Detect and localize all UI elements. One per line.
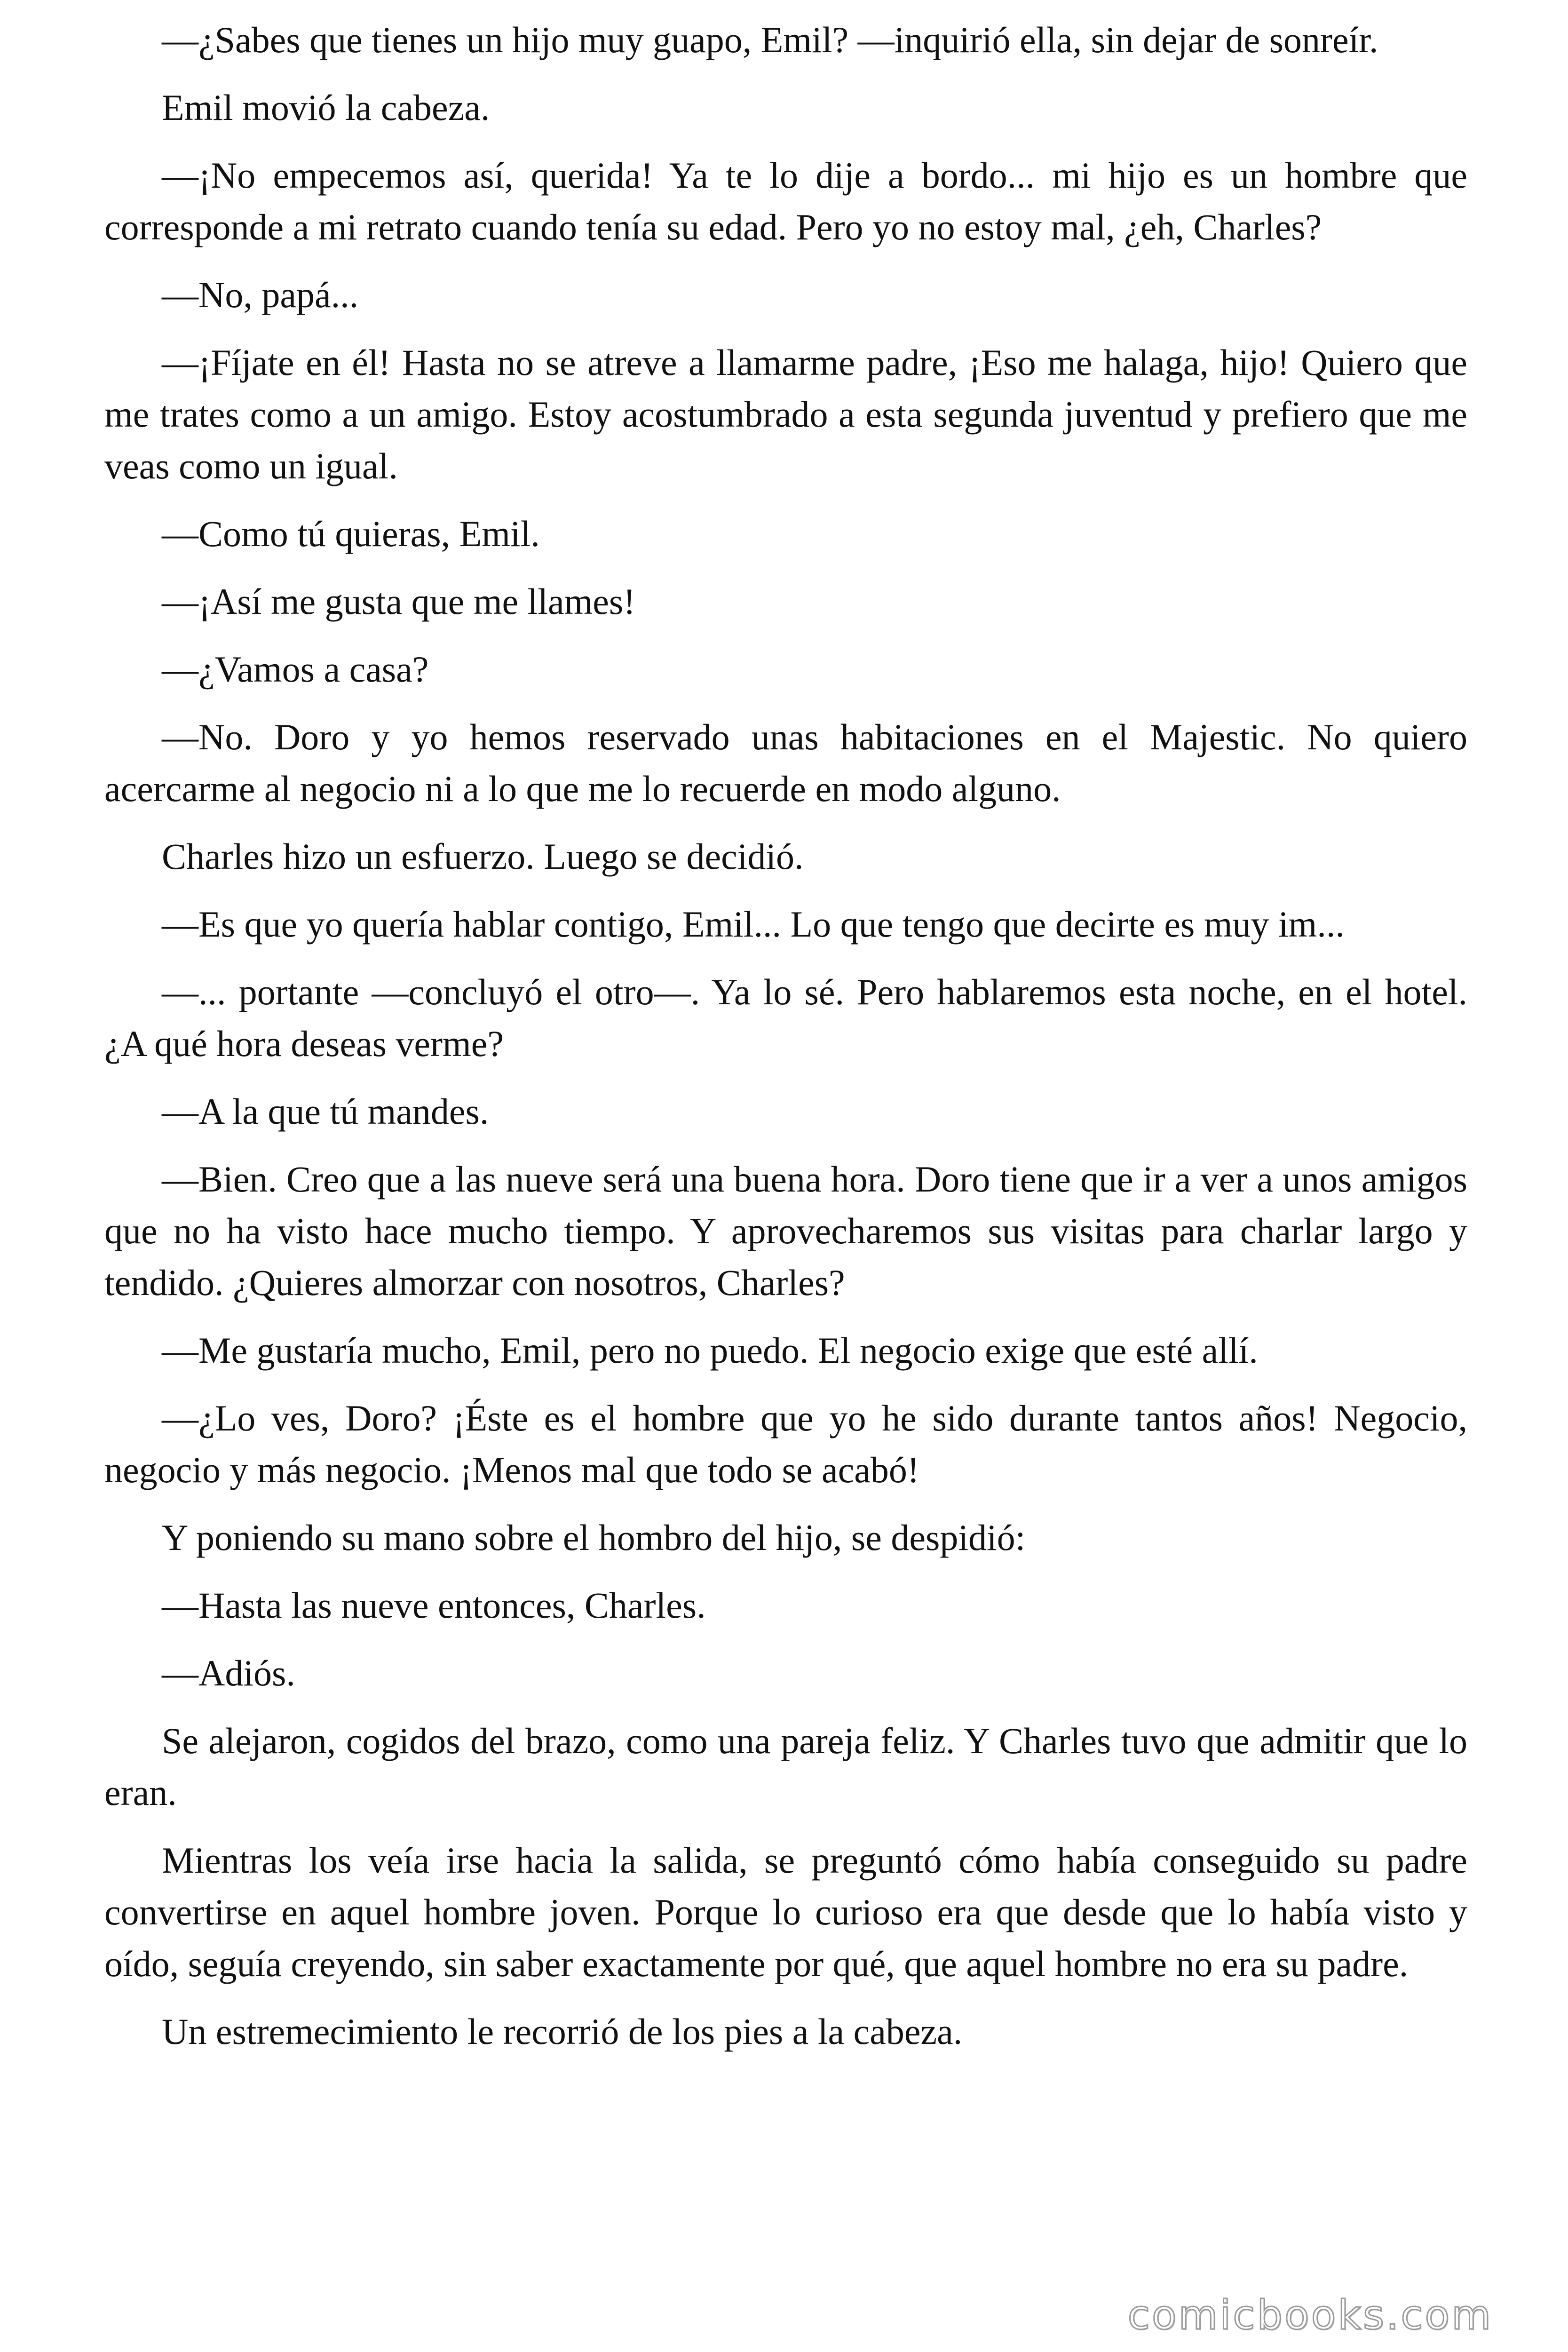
paragraph: Se alejaron, cogidos del brazo, como una pareja feliz. Y Charles tuvo que admitir que lo eran. — [104, 1720, 1467, 1813]
paragraph: —No. Doro y yo hemos reservado unas habitaciones en el Majestic. No quiero acercarme al negocio ni a lo que me lo recuerde en modo alguno. — [104, 716, 1467, 809]
paragraph: —¡No empecemos así, querida! Ya te lo dije a bordo... mi hijo es un hombre que corresponde a mi retrato cuando tenía su edad. Pero yo no estoy mal, ¿eh, Charles? — [104, 155, 1467, 247]
watermark-text: comicbooks.com — [1127, 2292, 1493, 2339]
paragraph: —¿Sabes que tienes un hijo muy guapo, Emil? —inquirió ella, sin dejar de sonreír. — [162, 19, 1378, 60]
paragraph: —Adiós. — [162, 1653, 295, 1693]
paragraph: —No, papá... — [162, 274, 359, 315]
paragraph: —¡Fíjate en él! Hasta no se atreve a llamarme padre, ¡Eso me halaga, hijo! Quiero que me trates como a un amigo. Estoy acostumbrado a esta segunda juventud y prefiero que me veas como un igual. — [104, 342, 1467, 486]
paragraph: —¿Lo ves, Doro? ¡Éste es el hombre que yo he sido durante tantos años! Negocio, negocio y más negocio. ¡Menos mal que todo se acabó! — [104, 1398, 1467, 1490]
paragraph: Charles hizo un esfuerzo. Luego se decidió. — [162, 836, 804, 877]
paragraph: —Es que yo quería hablar contigo, Emil... Lo que tengo que decirte es muy im... — [162, 904, 1345, 945]
paragraph: Un estremecimiento le recorrió de los pies a la cabeza. — [162, 2011, 963, 2052]
paragraph: —... portante —concluyó el otro—. Ya lo sé. Pero hablaremos esta noche, en el hotel. ¿A qué hora deseas verme? — [104, 971, 1467, 1064]
paragraph: —Hasta las nueve entonces, Charles. — [162, 1585, 706, 1626]
paragraph: —Me gustaría mucho, Emil, pero no puedo. El negocio exige que esté allí. — [162, 1330, 1258, 1371]
paragraph: —A la que tú mandes. — [162, 1091, 489, 1132]
paragraph: —Bien. Creo que a las nueve será una buena hora. Doro tiene que ir a ver a unos amigos que no ha visto hace mucho tiempo. Y aprovecharemos sus visitas para charlar largo y tendido. ¿Quieres almorzar con nosotros, Charles? — [104, 1159, 1467, 1303]
paragraph: —Como tú quieras, Emil. — [162, 513, 540, 554]
paragraph: Mientras los veía irse hacia la salida, se preguntó cómo había conseguido su padre convertirse en aquel hombre joven. Porque lo curioso era que desde que lo había visto y oído, seguía creyendo, sin saber exactamente por qué, que aquel hombre no era su padre. — [104, 1840, 1467, 1984]
paragraph: —¿Vamos a casa? — [162, 649, 429, 690]
paragraph: Emil movió la cabeza. — [162, 87, 490, 128]
paragraph: —¡Así me gusta que me llames! — [162, 581, 636, 622]
paragraph: Y poniendo su mano sobre el hombro del hijo, se despidió: — [162, 1517, 1026, 1558]
page-body-text — [104, 14, 1467, 2074]
